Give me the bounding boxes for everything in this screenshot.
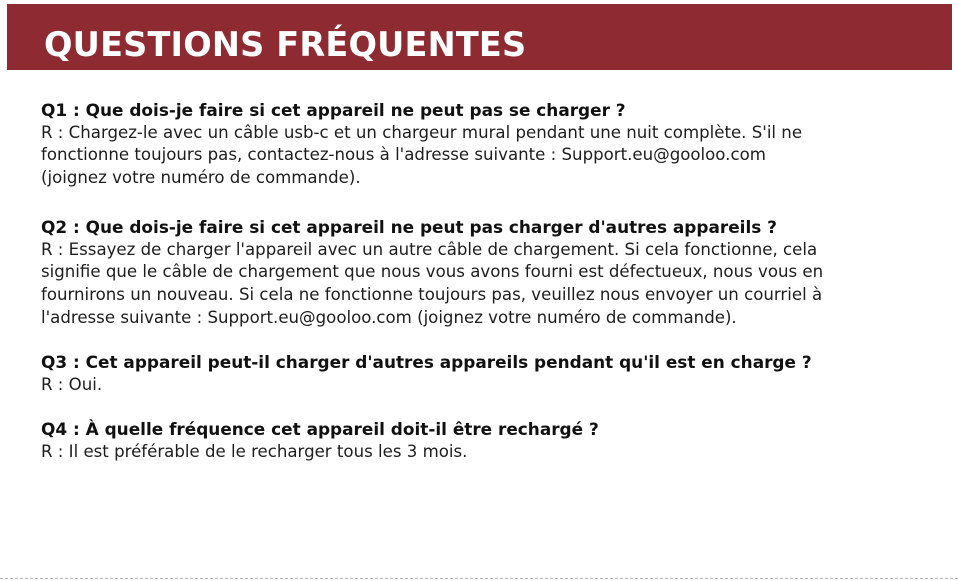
faq-answer-line: fournirons un nouveau. Si cela ne fonctionne toujours pas, veuillez nous envoyer un courriel à [41,284,823,304]
faq-question-q2: Q2 : Que dois-je faire si cet appareil ne peut pas charger d'autres appareils ? [41,217,777,238]
faq-answer-line: R : Il est préférable de le recharger tous les 3 mois. [41,441,468,461]
faq-answer-line: signifie que le câble de chargement que nous vous avons fourni est défectueux, nous vous en [41,262,824,282]
faq-answer-line: l'adresse suivante : Support.eu@gooloo.com (joignez votre numéro de commande). [41,307,737,327]
faq-answer-line: R : Oui. [41,374,103,394]
faq-question-q4: Q4 : À quelle fréquence cet appareil doit-il être rechargé ? [41,419,599,440]
faq-answer-q4 [41,441,946,464]
faq-answer-q1 [41,122,946,190]
faq-answer-line: (joignez votre numéro de commande). [41,167,361,187]
bottom-divider [0,578,958,579]
faq-answer-q2 [41,239,946,329]
faq-answer-q3 [41,374,946,397]
faq-list [41,99,946,463]
faq-answer-line: R : Essayez de charger l'appareil avec un autre câble de chargement. Si cela fonctionne, cela [41,239,818,259]
faq-item-q1 [41,99,946,189]
faq-item-q3 [41,351,946,396]
faq-question-q1: Q1 : Que dois-je faire si cet appareil ne peut pas se charger ? [41,100,626,120]
faq-answer-line: R : Chargez-le avec un câble usb-c et un chargeur mural pendant une nuit complète. S'il ne [41,122,803,142]
faq-question-q3: Q3 : Cet appareil peut-il charger d'autres appareils pendant qu'il est en charge ? [41,352,812,373]
faq-answer-line: fonctionne toujours pas, contactez-nous à l'adresse suivante : Support.eu@gooloo.com [41,145,766,165]
faq-item-q4 [41,418,946,463]
page-title: QUESTIONS FRÉQUENTES [44,25,527,64]
faq-item-q2 [41,216,946,329]
header-banner [7,4,952,70]
